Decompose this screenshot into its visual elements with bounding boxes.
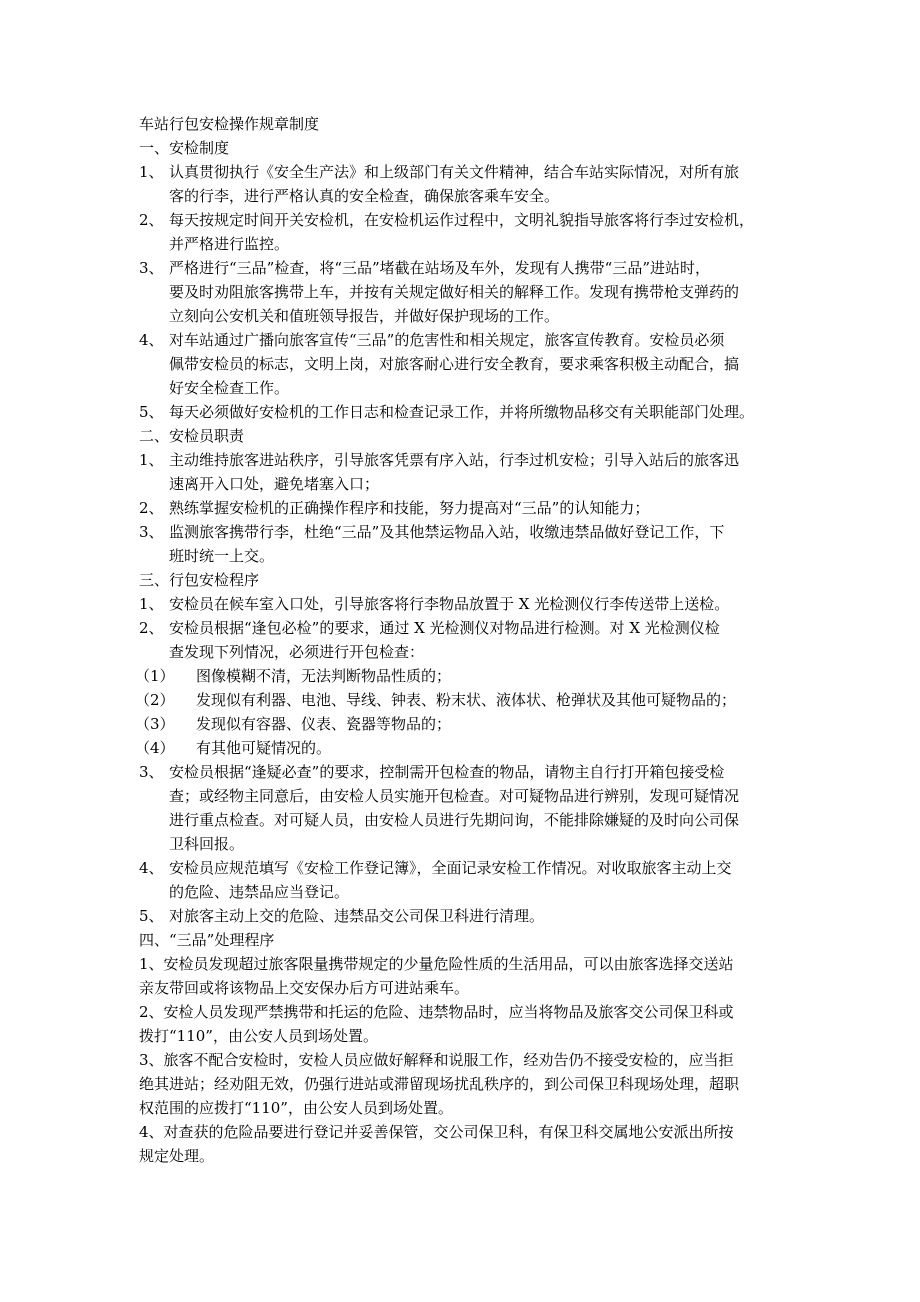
list-item (139, 520, 789, 568)
list-item (139, 904, 789, 928)
item-text-line: 认真贯彻执行《安全生产法》和上级部门有关文件精神，结合车站实际情况，对所有旅 (169, 163, 740, 181)
item-text-line: 查发现下列情况，必须进行开包检查： (169, 643, 425, 661)
item-text-line: 安检员根据“逢包必检”的要求，通过 X 光检测仪对物品进行检测。对 X 光检测仪检 (169, 619, 720, 637)
paragraph (139, 1000, 789, 1048)
item-number: 1、 (139, 595, 164, 613)
item-text-line: 安检员在候车室入口处，引导旅客将行李物品放置于 X 光检测仪行李传送带上送检。 (169, 595, 730, 613)
item-text-line: 每天必须做好安检机的工作日志和检查记录工作，并将所缴物品移交有关职能部门处理。 (169, 403, 755, 421)
item-text-line: 班时统一上交。 (169, 547, 275, 565)
paragraph-line: 规定处理。 (139, 1147, 215, 1165)
sub-list-item (135, 712, 789, 736)
sub-item-text: 图像模糊不清，无法判断物品性质的； (196, 667, 452, 685)
sub-list-item (135, 688, 789, 712)
list-item (139, 160, 789, 208)
item-number: 2、 (139, 619, 164, 637)
item-text-line: 每天按规定时间开关安检机，在安检机运作过程中，文明礼貌指导旅客将行李过安检机， (169, 211, 755, 229)
sub-item-text: 发现似有利器、电池、导线、钟表、粉末状、液体状、枪弹状及其他可疑物品的； (196, 691, 737, 709)
sub-item-text: 发现似有容器、仪表、瓷器等物品的； (196, 715, 452, 733)
item-text-line: 速离开入口处，避免堵塞入口； (169, 475, 380, 493)
paragraph (139, 1048, 789, 1120)
item-text-line: 安检员根据“逢疑必查”的要求，控制需开包检查的物品，请物主自行打开箱包接受检 (169, 763, 725, 781)
paragraph-line: 2、安检人员发现严禁携带和托运的危险、违禁物品时，应当将物品及旅客交公司保卫科或 (139, 1003, 734, 1021)
list-item (139, 256, 789, 328)
list-item (139, 856, 789, 904)
item-text-line: 熟练掌握安检机的正确操作程序和技能，努力提高对“三品”的认知能力； (169, 499, 650, 517)
item-text-line: 并严格进行监控。 (169, 235, 290, 253)
list-item (139, 208, 789, 256)
list-item (139, 760, 789, 856)
item-number: 5、 (139, 403, 164, 421)
paragraph (139, 952, 789, 1000)
item-text-line: 对车站通过广播向旅客宣传“三品”的危害性和相关规定，旅客宣传教育。安检员必须 (169, 331, 725, 349)
item-number: 1、 (139, 163, 164, 181)
paragraph-line: 4、对查获的危险品要进行登记并妥善保管，交公司保卫科，有保卫科交属地公安派出所按 (139, 1123, 734, 1141)
item-number: 2、 (139, 211, 164, 229)
paragraph-line: 拨打“110”，由公安人员到场处置。 (139, 1027, 378, 1045)
item-number: 3、 (139, 763, 164, 781)
item-number: 5、 (139, 907, 164, 925)
paragraph-line: 亲友带回或将该物品上交安保办后方可进站乘车。 (139, 979, 470, 997)
item-number: 1、 (139, 451, 164, 469)
item-number: 2、 (139, 499, 164, 517)
paragraph-line: 权范围的应拨打“110”，由公安人员到场处置。 (139, 1099, 453, 1117)
list-item (139, 496, 789, 520)
item-text-line: 卫科回报。 (169, 835, 245, 853)
item-text-line: 严格进行“三品”检查，将“三品”堵截在站场及车外，发现有人携带“三品”进站时， (169, 259, 711, 277)
paragraph-line: 1、安检员发现超过旅客限量携带规定的少量危险性质的生活用品，可以由旅客选择交送站 (139, 955, 734, 973)
list-item (139, 592, 789, 616)
sub-item-number: （1） (135, 667, 175, 685)
list-item (139, 400, 789, 424)
sub-item-number: （2） (135, 691, 175, 709)
paragraph (139, 1120, 789, 1168)
sub-list-item (135, 664, 789, 688)
item-number: 3、 (139, 259, 164, 277)
item-text-line: 对旅客主动上交的危险、违禁品交公司保卫科进行清理。 (169, 907, 545, 925)
list-item (139, 616, 789, 664)
document-title: 车站行包安检操作规章制度 (139, 115, 320, 133)
document-page (135, 112, 789, 1168)
paragraph-line: 绝其进站；经劝阻无效，仍强行进站或滞留现场扰乱秩序的，到公司保卫科现场处理，超职 (139, 1075, 740, 1093)
item-number: 3、 (139, 523, 164, 541)
item-text-line: 进行重点检查。对可疑人员，由安检人员进行先期问询，不能排除嫌疑的及时向公司保 (169, 811, 740, 829)
item-text-line: 客的行李，进行严格认真的安全检查，确保旅客乘车安全。 (169, 187, 560, 205)
list-item (139, 448, 789, 496)
item-number: 4、 (139, 331, 164, 349)
sub-item-text: 有其他可疑情况的。 (196, 739, 332, 757)
item-text-line: 佩带安检员的标志，文明上岗，对旅客耐心进行安全教育，要求乘客积极主动配合，搞 (169, 355, 740, 373)
sub-item-number: （3） (135, 715, 175, 733)
section-heading-4: 四、“三品”处理程序 (139, 931, 275, 949)
section-heading-3: 三、行包安检程序 (139, 571, 260, 589)
item-text-line: 安检员应规范填写《安检工作登记簿》，全面记录安检工作情况。对收取旅客主动上交 (169, 859, 732, 877)
item-text-line: 查；或经物主同意后，由安检人员实施开包检查。对可疑物品进行辨别，发现可疑情况 (169, 787, 740, 805)
item-text-line: 好安全检查工作。 (169, 379, 290, 397)
item-number: 4、 (139, 859, 164, 877)
item-text-line: 立刻向公安机关和值班领导报告，并做好保护现场的工作。 (169, 307, 560, 325)
section-heading-1: 一、安检制度 (139, 139, 230, 157)
paragraph-line: 3、旅客不配合安检时，安检人员应做好解释和说服工作，经劝告仍不接受安检的，应当拒 (139, 1051, 734, 1069)
sub-item-number: （4） (135, 739, 175, 757)
item-text-line: 主动维持旅客进站秩序，引导旅客凭票有序入站，行李过机安检；引导入站后的旅客迅 (169, 451, 740, 469)
list-item (139, 328, 789, 400)
item-text-line: 要及时劝阻旅客携带上车，并按有关规定做好相关的解释工作。发现有携带枪支弹药的 (169, 283, 740, 301)
section-heading-2: 二、安检员职责 (139, 427, 245, 445)
item-text-line: 监测旅客携带行李，杜绝“三品”及其他禁运物品入站，收缴违禁品做好登记工作，下 (169, 523, 725, 541)
item-text-line: 的危险、违禁品应当登记。 (169, 883, 350, 901)
sub-list-item (135, 736, 789, 760)
